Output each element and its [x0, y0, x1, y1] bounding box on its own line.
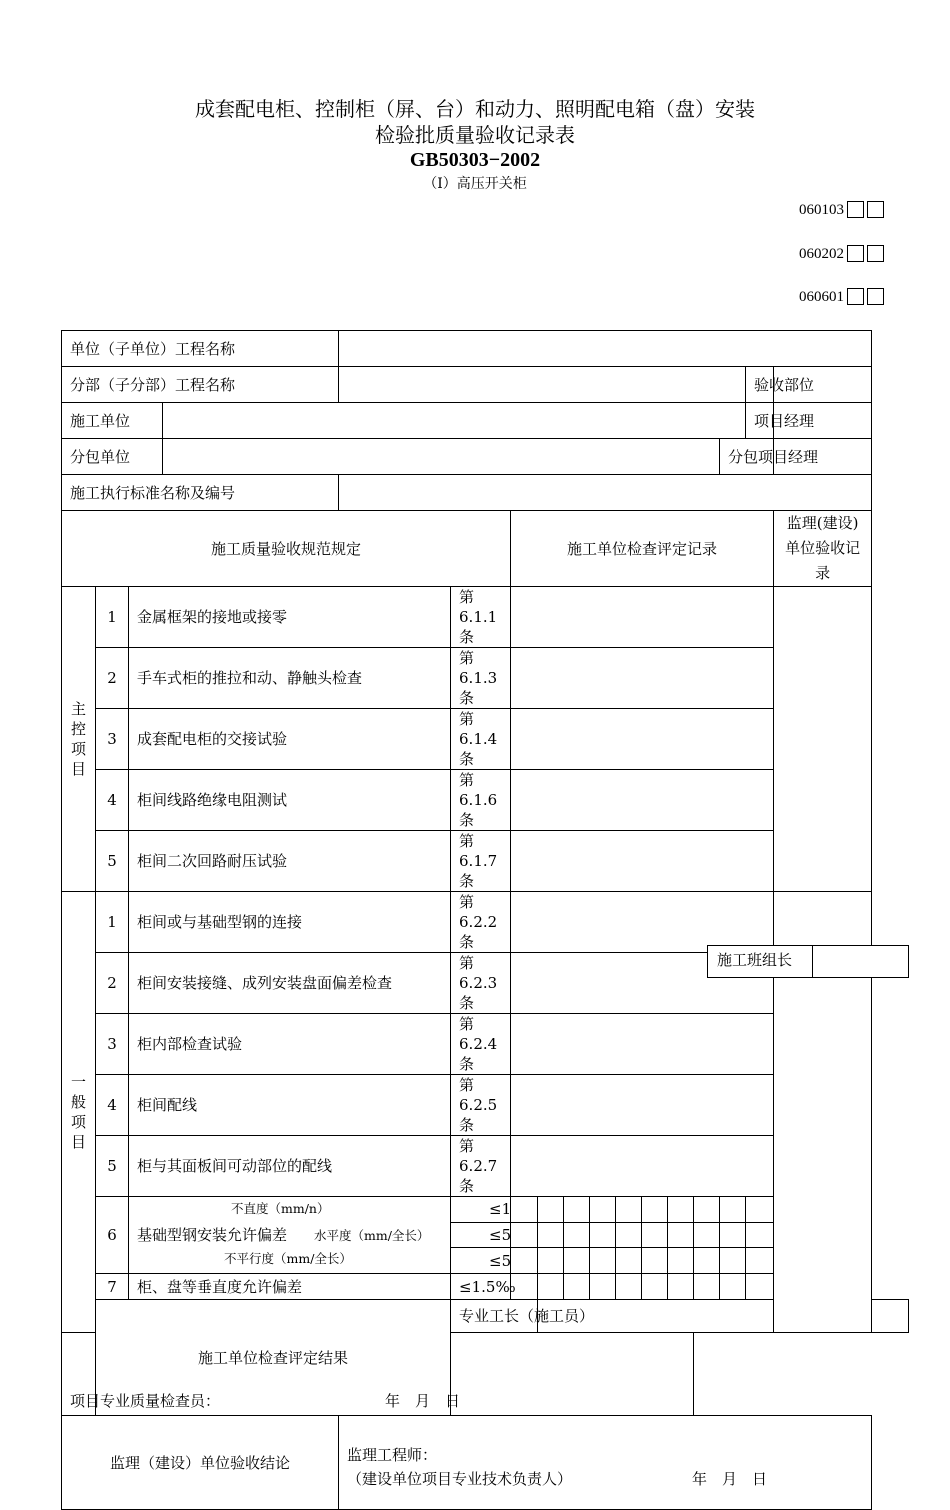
measure-cell[interactable]	[538, 1222, 564, 1248]
measure-cell[interactable]	[564, 1274, 590, 1300]
item6-sub-label: 不平行度（mm/全长）	[224, 1251, 352, 1266]
record-cell[interactable]	[511, 1014, 774, 1075]
inspector-label: 项目专业质量检查员：	[70, 1392, 221, 1410]
tolerance-value: ≤1	[451, 1197, 511, 1223]
code-number: 060601	[799, 288, 844, 305]
subdivision-label: 分部（子分部）工程名称	[62, 367, 339, 403]
measure-cell[interactable]	[668, 1222, 694, 1248]
construction-unit-value[interactable]	[163, 403, 746, 439]
measure-cell[interactable]	[642, 1197, 668, 1223]
standard-label: 施工执行标准名称及编号	[62, 475, 339, 511]
item-no: 7	[96, 1274, 129, 1300]
item-clause: 第 6.1.1 条	[451, 587, 511, 648]
item-desc: 手车式柜的推拉和动、静触头检查	[129, 648, 451, 709]
project-manager-label: 项目经理	[746, 403, 774, 439]
item-clause: 第 6.2.5 条	[451, 1075, 511, 1136]
column-header-row	[62, 511, 909, 587]
item-desc: 金属框架的接地或接零	[129, 587, 451, 648]
standard-number: GB50303−2002	[409, 149, 541, 171]
general-items-label: 一 般 项 目	[62, 892, 96, 1333]
construction-unit-label: 施工单位	[62, 403, 163, 439]
measure-cell[interactable]	[694, 1274, 720, 1300]
measure-cell[interactable]	[642, 1248, 668, 1274]
item-desc: 柜内部检查试验	[129, 1014, 451, 1075]
item6-sub-label: 水平度（mm/全长）	[314, 1228, 430, 1243]
item-desc: 柜间线路绝缘电阻测试	[129, 770, 451, 831]
sub-project-manager-label: 分包项目经理	[720, 439, 774, 475]
item-desc: 柜、盘等垂直度允许偏差	[129, 1274, 451, 1300]
measure-cell[interactable]	[538, 1274, 564, 1300]
inspection-record-table	[61, 330, 909, 1510]
conclusion-date: 年 月 日	[692, 1469, 768, 1488]
tolerance-value: ≤5	[451, 1248, 511, 1274]
item-desc: 柜间安装接缝、成列安装盘面偏差检查	[129, 953, 451, 1014]
record-cell[interactable]	[511, 1136, 774, 1197]
table-row	[62, 892, 909, 953]
item-clause: 第 6.1.7 条	[451, 831, 511, 892]
item-clause: 第 6.1.3 条	[451, 648, 511, 709]
measure-cell[interactable]	[590, 1197, 616, 1223]
main-control-label: 主 控 项 目	[62, 587, 96, 892]
measure-cell[interactable]	[720, 1222, 746, 1248]
result-date: 年 月 日	[385, 1392, 461, 1410]
unit-project-label: 单位（子单位）工程名称	[62, 331, 339, 367]
measure-cell[interactable]	[642, 1222, 668, 1248]
item-clause: 第 6.2.2 条	[451, 892, 511, 953]
standard-value[interactable]	[339, 475, 872, 511]
record-cell[interactable]	[511, 587, 774, 648]
measure-cell[interactable]	[746, 1222, 774, 1248]
measure-cell[interactable]	[746, 1248, 774, 1274]
measure-cell[interactable]	[590, 1222, 616, 1248]
item-clause: 第 6.2.4 条	[451, 1014, 511, 1075]
item-clause: 第 6.2.3 条	[451, 953, 511, 1014]
subcontractor-label: 分包单位	[62, 439, 163, 475]
measure-cell[interactable]	[616, 1197, 642, 1223]
item-no: 5	[96, 1136, 129, 1197]
code-box[interactable]	[847, 201, 864, 218]
code-number: 060103	[799, 201, 844, 218]
form-title-line1: 成套配电柜、控制柜（屏、台）和动力、照明配电箱（盘）安装	[195, 97, 755, 121]
measure-cell[interactable]	[720, 1197, 746, 1223]
item-no: 4	[96, 1075, 129, 1136]
unit-project-value[interactable]	[339, 331, 872, 367]
item-desc: 成套配电柜的交接试验	[129, 709, 451, 770]
table-row	[62, 403, 909, 439]
measure-cell[interactable]	[616, 1222, 642, 1248]
measure-cell[interactable]	[590, 1248, 616, 1274]
item-clause: 第 6.1.6 条	[451, 770, 511, 831]
measure-cell[interactable]	[668, 1197, 694, 1223]
code-box[interactable]	[847, 245, 864, 262]
measure-cell[interactable]	[694, 1248, 720, 1274]
owner-label: （建设单位项目专业技术负责人）	[347, 1469, 573, 1488]
tolerance-value: ≤5	[451, 1222, 511, 1248]
code-box[interactable]	[847, 288, 864, 305]
measure-cell[interactable]	[720, 1248, 746, 1274]
item-clause: 第 6.2.7 条	[451, 1136, 511, 1197]
item-no: 2	[96, 648, 129, 709]
measure-cell[interactable]	[538, 1197, 564, 1223]
item-desc: 柜间二次回路耐压试验	[129, 831, 451, 892]
code-row-3	[799, 286, 884, 306]
team-leader-label-text: 施工班组长	[717, 951, 793, 969]
inspector-cell[interactable]	[62, 1333, 694, 1416]
measure-cell[interactable]	[511, 1197, 538, 1223]
item-no: 1	[96, 892, 129, 953]
item-no: 3	[96, 709, 129, 770]
tolerance-value: ≤1.5‰	[451, 1274, 511, 1300]
team-leader-box	[707, 945, 909, 978]
item6-desc: 基础型钢安装允许偏差	[137, 1226, 288, 1244]
item-desc: 柜间配线	[129, 1075, 451, 1136]
item6-sub-label: 不直度（mm/n）	[231, 1201, 330, 1216]
record-header: 施工单位检查评定记录	[511, 511, 774, 587]
measure-cell[interactable]	[720, 1274, 746, 1300]
form-subtitle: （Ⅰ）高压开关柜	[423, 176, 527, 192]
conclusion-cell[interactable]	[339, 1416, 872, 1510]
measure-cell[interactable]	[538, 1248, 564, 1274]
item-desc: 柜间或与基础型钢的连接	[129, 892, 451, 953]
measure-cell[interactable]	[511, 1222, 538, 1248]
table-row	[62, 1300, 909, 1333]
divider	[812, 946, 813, 977]
record-cell[interactable]	[511, 831, 774, 892]
record-cell[interactable]	[511, 892, 774, 953]
table-row	[62, 331, 909, 367]
item-no: 6	[96, 1197, 129, 1274]
measure-cell[interactable]	[746, 1274, 774, 1300]
measure-cell[interactable]	[694, 1197, 720, 1223]
measure-cell[interactable]	[694, 1222, 720, 1248]
engineer-label: 监理工程师：	[347, 1445, 438, 1464]
foreman-label: 专业工长（施工员）	[451, 1300, 538, 1333]
item-no: 3	[96, 1014, 129, 1075]
table-row	[62, 439, 909, 475]
form-title-line2: 检验批质量验收记录表	[375, 123, 575, 147]
conclusion-label: 监理（建设）单位验收结论	[62, 1416, 339, 1510]
measure-cell[interactable]	[590, 1274, 616, 1300]
item-no: 1	[96, 587, 129, 648]
item-no: 2	[96, 953, 129, 1014]
acceptance-part-label: 验收部位	[746, 367, 774, 403]
item6-desc-cell	[129, 1197, 451, 1274]
record-cell[interactable]	[511, 709, 774, 770]
team-leader-label	[872, 1300, 909, 1333]
measure-cell[interactable]	[668, 1248, 694, 1274]
item-no: 5	[96, 831, 129, 892]
spec-header: 施工质量验收规范规定	[62, 511, 511, 587]
measure-cell[interactable]	[616, 1274, 642, 1300]
code-box[interactable]	[867, 245, 884, 262]
measure-cell[interactable]	[564, 1248, 590, 1274]
code-number: 060202	[799, 245, 844, 262]
measure-cell[interactable]	[668, 1274, 694, 1300]
item-desc: 柜与其面板间可动部位的配线	[129, 1136, 451, 1197]
measure-cell[interactable]	[564, 1222, 590, 1248]
subcontractor-value[interactable]	[163, 439, 720, 475]
item-clause: 第 6.1.4 条	[451, 709, 511, 770]
table-row	[62, 1416, 909, 1510]
measure-cell[interactable]	[564, 1197, 590, 1223]
table-row	[62, 475, 909, 511]
measure-cell[interactable]	[511, 1248, 538, 1274]
code-box[interactable]	[867, 288, 884, 305]
result-label: 施工单位检查评定结果	[96, 1300, 451, 1416]
measure-cell[interactable]	[642, 1274, 668, 1300]
supervision-header: 监理(建设)单位验收记录	[774, 511, 872, 587]
table-row	[62, 587, 909, 648]
table-row	[62, 1333, 909, 1416]
record-cell[interactable]	[511, 648, 774, 709]
code-row-2	[799, 243, 884, 263]
measure-cell[interactable]	[746, 1197, 774, 1223]
item-no: 4	[96, 770, 129, 831]
record-cell[interactable]	[511, 1075, 774, 1136]
table-row	[62, 367, 909, 403]
subdivision-value[interactable]	[339, 367, 746, 403]
record-cell[interactable]	[511, 770, 774, 831]
code-row-1	[799, 199, 884, 219]
code-box[interactable]	[867, 201, 884, 218]
supervision-cell[interactable]	[774, 587, 872, 892]
measure-cell[interactable]	[616, 1248, 642, 1274]
